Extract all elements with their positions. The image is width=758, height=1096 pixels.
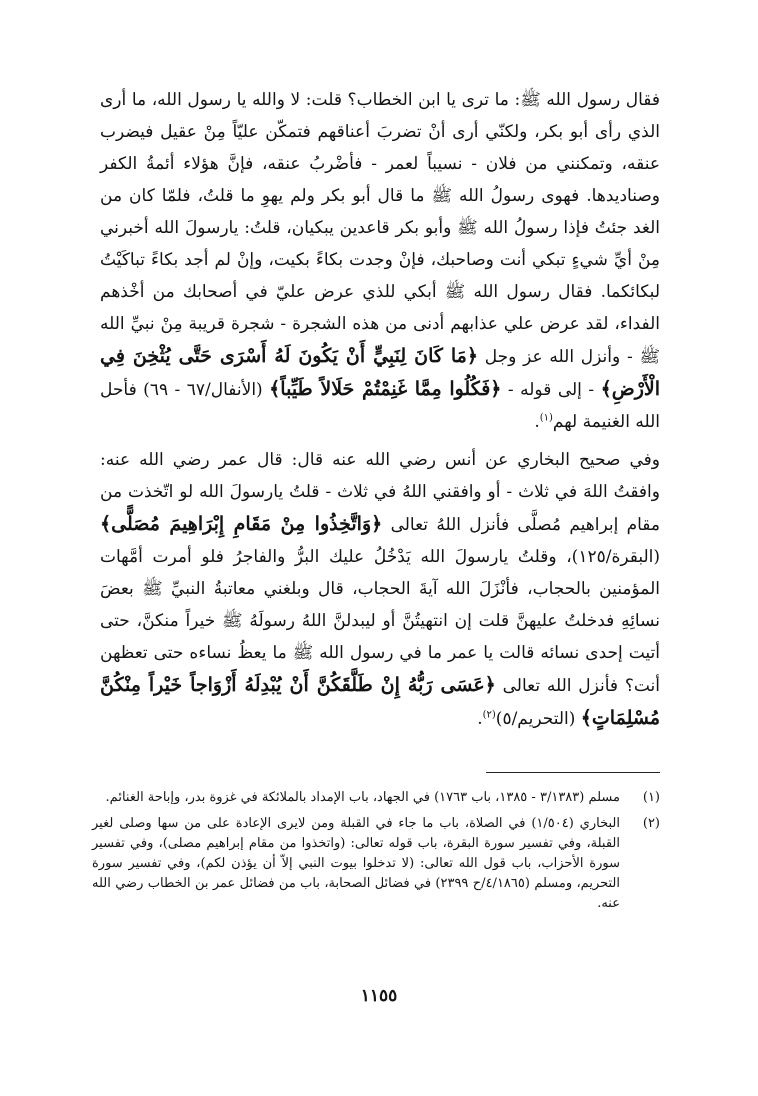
footnote-number: (٢) <box>642 816 660 831</box>
paragraph-1 <box>100 84 660 438</box>
paragraph-2-text: وفي صحيح البخاري عن أنس رضي الله عنه قال: قال عمر رضي الله عنه: وافقتُ اللهَ في ثلاث - أو وافقني اللهُ في ثلاث - قلتُ يارسولَ الله لو اتّخذت من مقام إبراهيم مُصلَّى فأنزل اللهُ تعالى <box>100 450 661 535</box>
paragraph-2-end: . <box>477 709 483 729</box>
footnote-number: (١) <box>642 790 660 805</box>
footnote-text: مسلم (٣/١٣٨٣ - ١٣٨٥، باب ١٧٦٣) في الجهاد، باب الإمداد بالملائكة في غزوة بدر، وإباحة الغنائم. <box>105 790 620 805</box>
footnote-1 <box>92 788 660 808</box>
quran-verse-anfal-67: ﴿مَا كَانَ لِنَبِيٍّ أَنْ يَكُونَ لَهُ أَسْرَى حَتَّى يُثْخِنَ فِي الْأَرْضِ﴾ <box>100 345 661 400</box>
footnote-separator <box>486 772 660 773</box>
footnote-2 <box>92 814 660 914</box>
paragraph-1-end: . <box>534 412 540 432</box>
footnote-text: البخاري (١/٥٠٤) في الصلاة، باب ما جاء في القبلة ومن لايرى الإعادة على من سها وصلى لغير القبلة، وفي تفسير سورة البقرة، باب قوله تعالى: (واتخذوا من مقام إبراهيم مصلى)، وفي تفسير سورة الأحزاب، باب قول الله تعالى: (لا تدخلوا بيوت النبي إلاّ أن يؤذن لكم)، وفي تفسير سورة التحريم، ومسلم (٤/١٨٦٥/ح ٢٣٩٩) في فضائل الصحابة، باب من فضائل عمر بن الخطاب رضي الله عنه. <box>92 816 621 911</box>
footnote-ref-1[interactable]: (١) <box>539 412 553 424</box>
main-text <box>100 84 660 735</box>
paragraph-1-connector: - إلى قوله - <box>507 380 595 400</box>
paragraph-2-middle: (البقرة/١٢٥)، وقلتُ يارسولَ الله يَدْخُلُ عليك البرُّ والفاجرُ فلو أمرت أمَّهات المؤمنين بالحجاب، فأنْزَلَ الله آيةَ الحجاب، قال وبلغني معاتبةُ النبيِّ ﷺ بعضَ نسائِهِ فدخلتُ عليهنَّ قلت إن انتهيتُنَّ أو ليبدلنَّ اللهُ رسولَهُ ﷺ خيراً منكنَّ، حتى أتيت إحدى نسائه قالت يا عمر ما في رسول الله ﷺ ما يعظُ نساءه حتى تعظهن أنت؟ فأنزل الله تعالى <box>100 547 660 696</box>
paragraph-2 <box>100 444 660 735</box>
page-number: ١١٥٥ <box>360 986 398 1006</box>
paragraph-1-closing: (الأنفال/٦٧ - ٦٩) فأحل الله الغنيمة لهم <box>100 380 660 432</box>
quran-verse-anfal-69: ﴿فَكُلُوا مِمَّا غَنِمْتُمْ حَلَالاً طَيِّباً﴾ <box>269 378 502 400</box>
quran-verse-baqara-125: ﴿وَاتَّخِذُوا مِنْ مَقَامِ إِبْرَاهِيمَ مُصَلًّى﴾ <box>100 513 383 535</box>
paragraph-2-closing: (التحريم/٥) <box>495 709 576 729</box>
paragraph-1-text: فقال رسول الله ﷺ: ما ترى يا ابن الخطاب؟ قلت: لا والله يا رسول الله، ما أرى الذي رأى أبو بكر، ولكنّي أرى أنْ تضربَ أعناقهم فتمكّن عليّاً مِنْ عقيل فيضرب عنقه، وتمكنني من فلان - نسيباً لعمر - فأضْربُ عنقه، فإنَّ هؤلاء أئمةُ الكفر وصناديدها. فهوى رسولُ الله ﷺ ما قال أبو بكر ولم يهوِ ما قلتُ، فلمّا كان من الغد جئتُ فإذا رسولُ الله ﷺ وأبو بكر قاعدين يبكيان، قلتُ: يارسولَ الله أخبرني مِنْ أيِّ شيءٍ تبكي أنت وصاحبك، فإنْ وجدت بكاءً بكيت، وإنْ لم أجد بكاءً تباكَيْتُ لبكائكما. فقال رسول الله ﷺ أبكي للذي عرض عليّ في أصحابك من أخْذهم الفداء، لقد عرض علي عذابهم أدنى من هذه الشجرة - شجرة قريبة مِنْ نبيِّ الله ﷺ - وأنزل الله عز وجل <box>100 90 660 367</box>
footnote-ref-2[interactable]: (٢) <box>482 709 496 721</box>
footnotes <box>92 788 660 920</box>
quran-verse-tahrim-5: ﴿عَسَى رَبُّهُ إِنْ طَلَّقَكُنَّ أَنْ يُبْدِلَهُ أَزْوَاجاً خَيْراً مِنْكُنَّ مُسْلِمَاتٍ﴾ <box>100 674 660 729</box>
